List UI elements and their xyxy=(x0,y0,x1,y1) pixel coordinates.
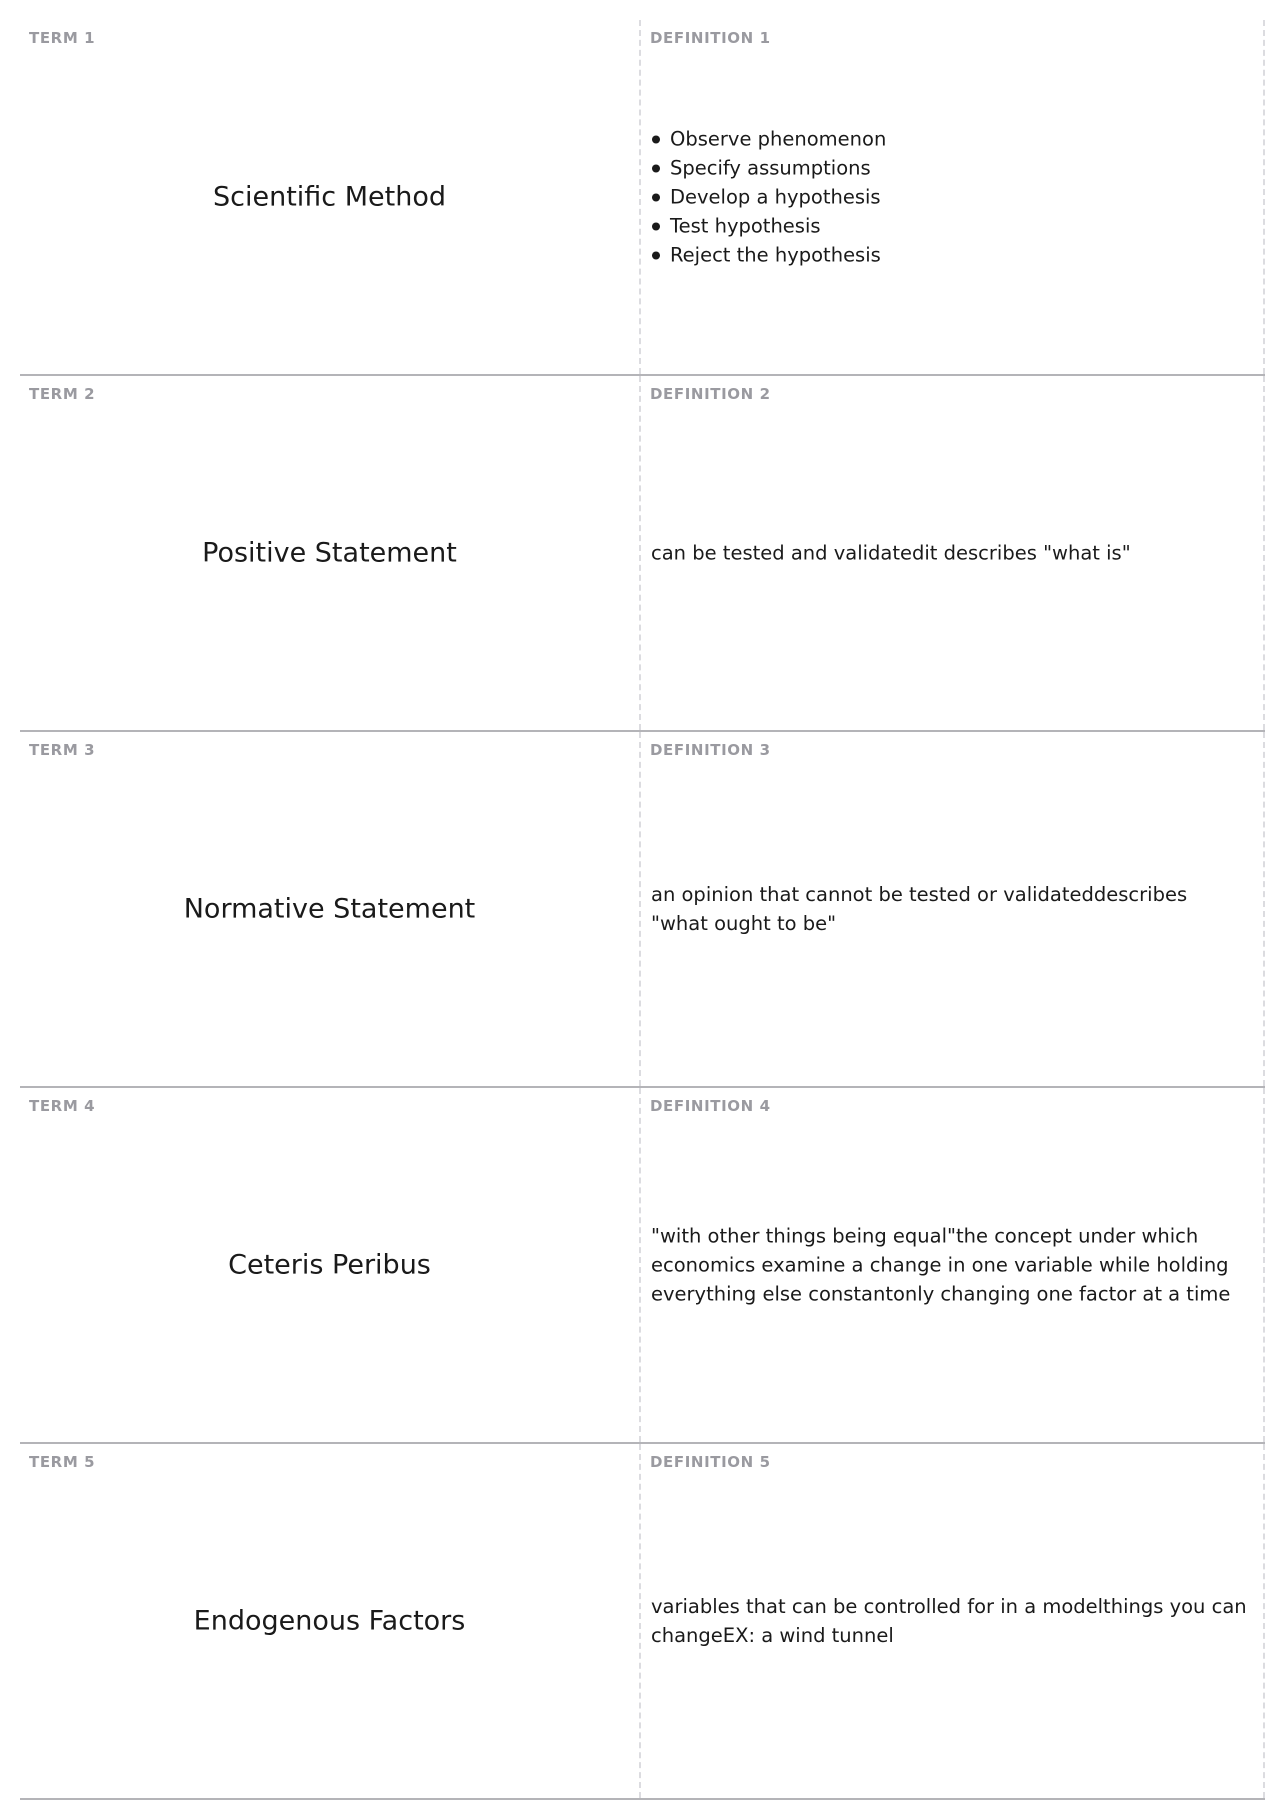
term-cell xyxy=(20,20,641,374)
term-text: Endogenous Factors xyxy=(193,1605,466,1637)
definition-text: an opinion that cannot be tested or validateddescribes "what ought to be" xyxy=(651,883,1188,935)
term-cell xyxy=(20,732,641,1086)
term-label: TERM 2 xyxy=(29,385,96,403)
definition-label: DEFINITION 4 xyxy=(650,1097,771,1115)
definition-label: DEFINITION 2 xyxy=(650,385,771,403)
definition-cell xyxy=(641,20,1265,374)
definition-text xyxy=(651,125,1249,270)
definition-cell xyxy=(641,732,1265,1086)
term-text: Positive Statement xyxy=(202,537,457,569)
definition-text: can be tested and validatedit describes "what is" xyxy=(651,541,1131,565)
definition-list-item: Develop a hypothesis xyxy=(651,183,1249,212)
term-text: Normative Statement xyxy=(183,893,476,925)
definition-label: DEFINITION 5 xyxy=(650,1453,771,1471)
flashcard-row xyxy=(20,376,1265,732)
flashcard-row xyxy=(20,20,1265,376)
definition-label: DEFINITION 1 xyxy=(650,29,771,47)
definition-cell xyxy=(641,376,1265,730)
definition-list-item: Reject the hypothesis xyxy=(651,241,1249,270)
definition-list xyxy=(651,125,1249,270)
definition-list-item: Observe phenomenon xyxy=(651,125,1249,154)
definition-text: "with other things being equal"the concept under which economics examine a change in one variable while holding everything else constantonly changing one factor at a time xyxy=(651,1224,1231,1306)
definition-list-item: Test hypothesis xyxy=(651,212,1249,241)
term-label: TERM 4 xyxy=(29,1097,96,1115)
definition-cell xyxy=(641,1088,1265,1442)
term-label: TERM 3 xyxy=(29,741,96,759)
term-cell xyxy=(20,376,641,730)
definition-text: variables that can be controlled for in a modelthings you can changeEX: a wind tunnel xyxy=(651,1595,1247,1647)
term-cell xyxy=(20,1088,641,1442)
flashcard-row xyxy=(20,1088,1265,1444)
flashcard-sheet xyxy=(20,20,1265,1800)
term-cell xyxy=(20,1444,641,1798)
definition-label: DEFINITION 3 xyxy=(650,741,771,759)
term-label: TERM 5 xyxy=(29,1453,96,1471)
flashcard-row xyxy=(20,1444,1265,1800)
definition-cell xyxy=(641,1444,1265,1798)
term-text: Scientific Method xyxy=(213,181,446,213)
flashcard-row xyxy=(20,732,1265,1088)
definition-list-item: Specify assumptions xyxy=(651,154,1249,183)
term-text: Ceteris Peribus xyxy=(228,1249,431,1281)
term-label: TERM 1 xyxy=(29,29,96,47)
